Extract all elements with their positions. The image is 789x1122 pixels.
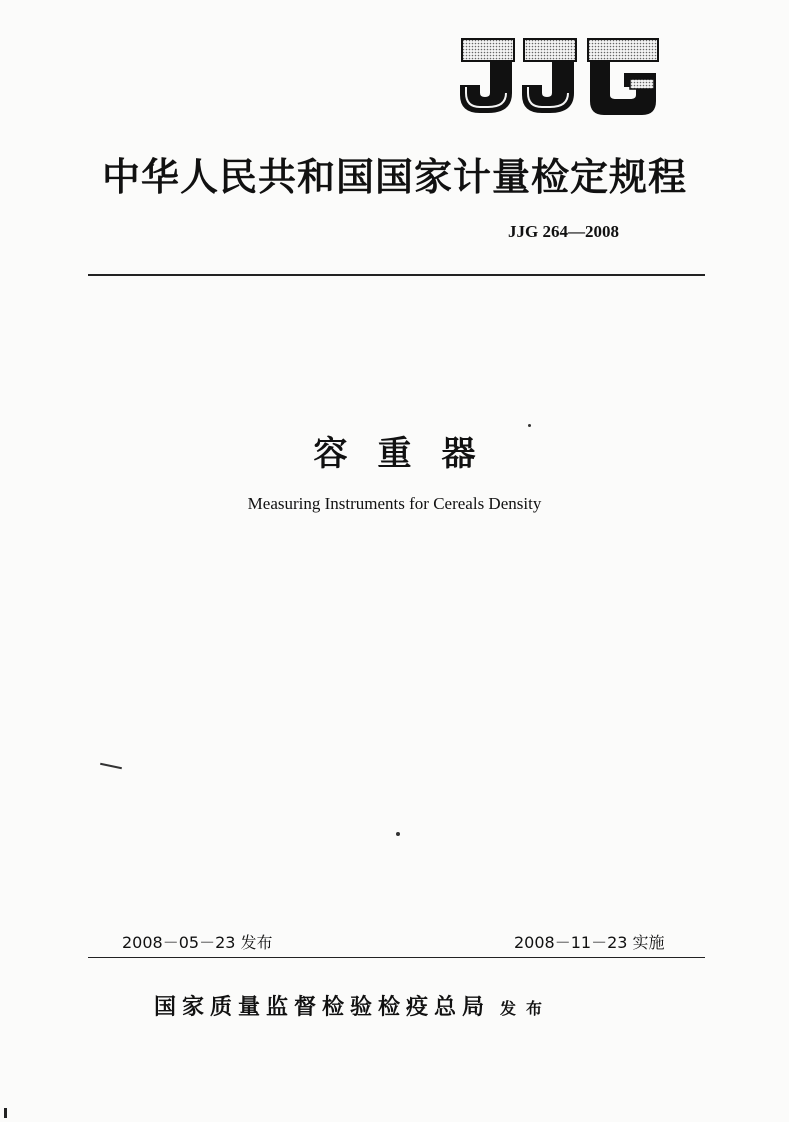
- standard-series-title: 中华人民共和国国家计量检定规程: [101, 154, 687, 199]
- jjg-logo: [456, 33, 666, 117]
- scan-speck: [528, 424, 531, 427]
- scan-mark: [100, 763, 122, 770]
- scan-speck: [396, 832, 400, 836]
- standard-code: JJG 264—2008: [508, 222, 619, 241]
- document-subtitle: Measuring Instruments for Cereals Density: [247, 494, 542, 513]
- top-divider: [88, 274, 705, 276]
- document-title: 容重器: [313, 434, 506, 474]
- issuer-suffix: 发布: [500, 999, 553, 1018]
- scan-mark: [4, 1108, 7, 1118]
- issuer-line: [154, 990, 552, 1021]
- issue-date: 2008－05－23 发布: [122, 933, 273, 952]
- issuer-name: 国家质量监督检验检疫总局: [154, 994, 491, 1020]
- bottom-divider: [88, 957, 705, 958]
- implementation-date: 2008－11－23 实施: [514, 933, 665, 952]
